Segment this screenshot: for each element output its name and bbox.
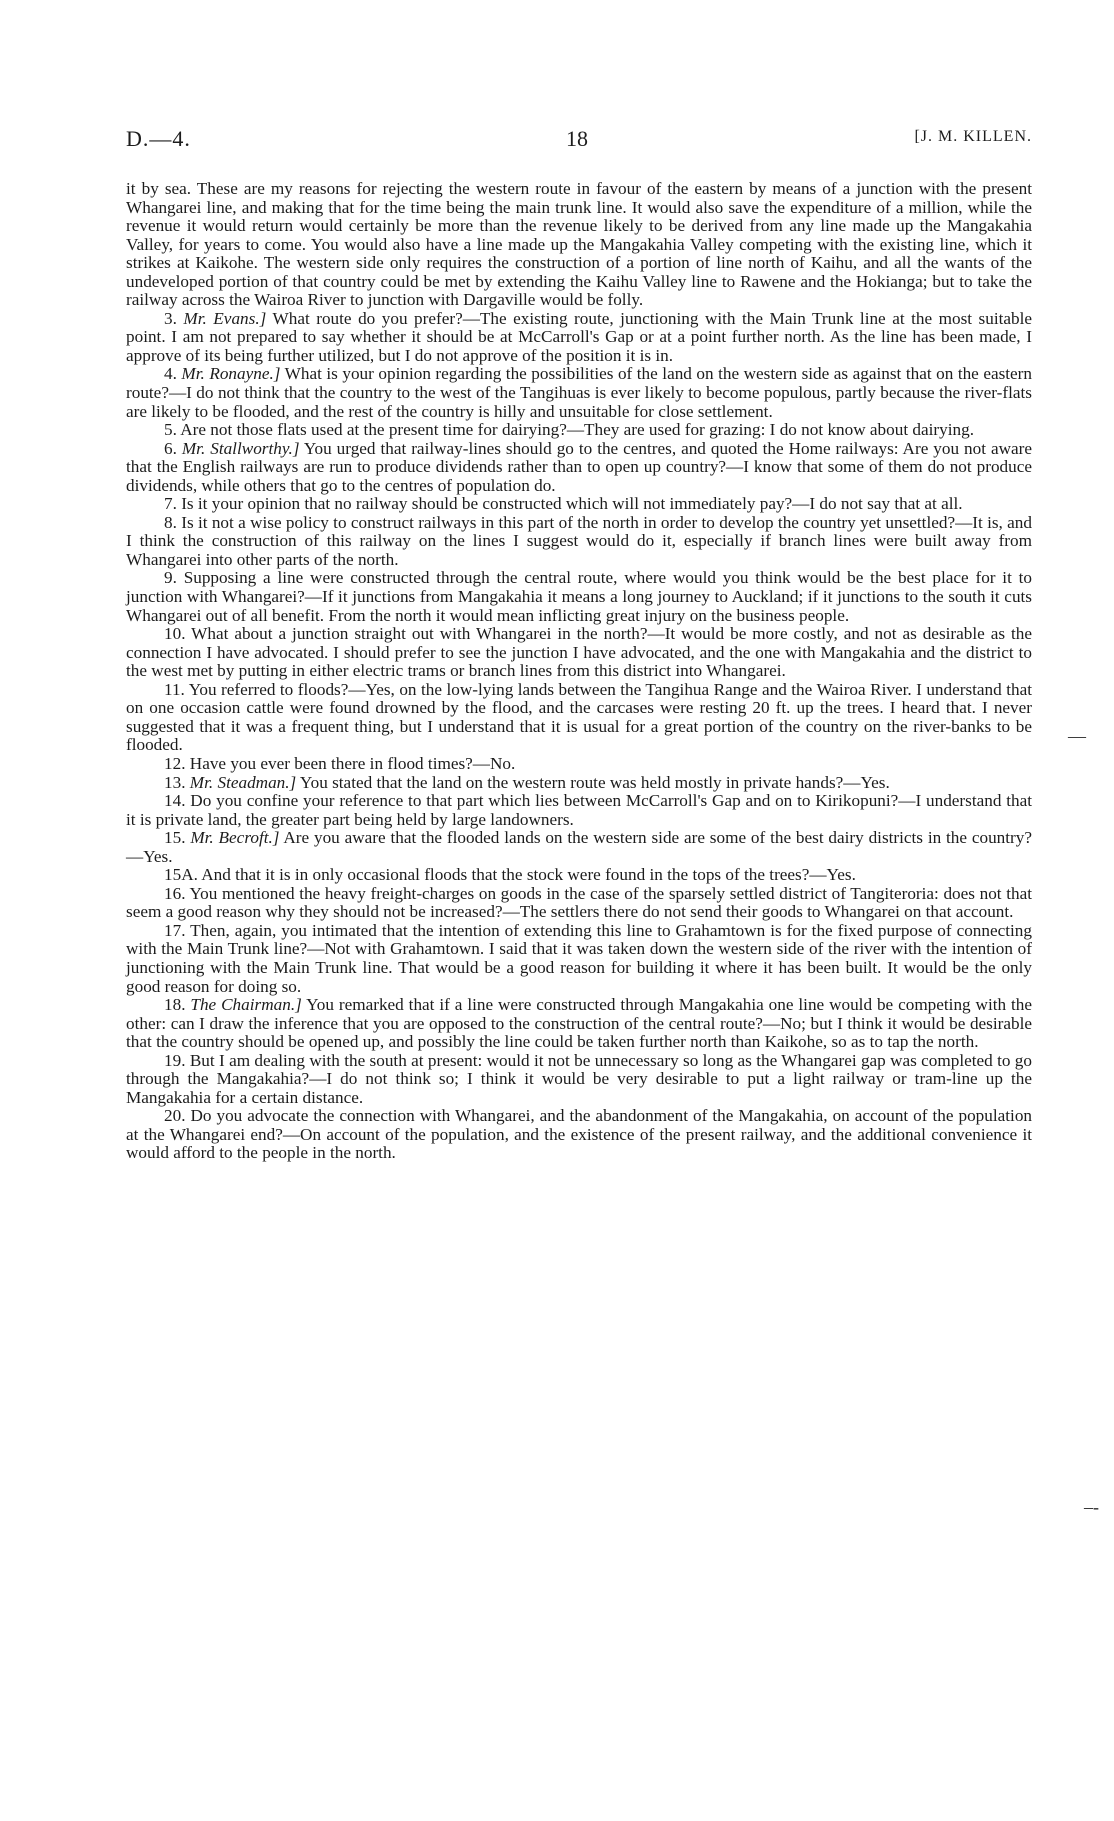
paragraph	[126, 495, 1032, 514]
paragraph	[126, 514, 1032, 570]
paragraph-text: Are not those flats used at the present time for dairying?—They are used for grazing: I do not know about dairying.	[180, 420, 974, 440]
question-number: 7.	[164, 494, 177, 514]
paragraph-text: Are you aware that the flooded lands on the western side are some of the best dairy districts in the country?—Yes.	[126, 828, 1032, 866]
paragraph	[126, 792, 1032, 829]
question-number: 8.	[164, 512, 177, 532]
paragraph	[126, 996, 1032, 1052]
paragraph-text: What route do you prefer?—The existing route, junctioning with the Main Trunk line at the most suitable point. I am not prepared to say whether it should be at McCarroll's Gap or at a point further north. As the line has been made, I approve of its being further utilized, but I do not approve of the position it is in.	[126, 308, 1033, 365]
speaker-name: The Chairman.]	[190, 995, 302, 1015]
paragraph	[126, 625, 1032, 681]
paragraph-text: Is it your opinion that no railway should be constructed which will not immediately pay?—I do not say that at all.	[181, 494, 963, 514]
document-code: D.—4.	[126, 126, 191, 151]
question-number: 19.	[164, 1050, 186, 1070]
paragraph-text: What is your opinion regarding the possibilities of the land on the western side as against that on the eastern route?—I do not think that the country to the west of the Tangihuas is ever likely to become populous, partly because the river-flats are likely to be flooded, and the rest of the country is hilly and unsuitable for close settlement.	[126, 364, 1032, 421]
paragraph	[126, 829, 1032, 866]
paragraph-text: Supposing a line were constructed through the central route, where would you think would be the best place for it to junction with Whangarei?—If it junctions from Mangakahia it means a long journey to Auckland; if it junctions to the south it cuts Whangarei out of all benefit. From the north it would mean inflicting great injury on the business people.	[126, 568, 1033, 625]
paragraph	[126, 310, 1032, 366]
question-number: 14.	[164, 791, 186, 811]
speaker-name: Mr. Becroft.]	[190, 828, 280, 848]
paragraph	[126, 365, 1032, 421]
question-number: 3.	[164, 308, 177, 328]
paragraph	[126, 440, 1032, 496]
paragraph	[126, 755, 1032, 774]
paragraph-text: Is it not a wise policy to construct railways in this part of the north in order to develop the country yet unsettled?—It is, and I think the construction of this railway on the lines I suggest would do it, especially if branch lines were built away from Whangarei into other parts of the north.	[126, 512, 1032, 569]
speaker-name: Mr. Steadman.]	[189, 772, 297, 792]
paragraph-text: What about a junction straight out with Whangarei in the north?—It would be more costly, and not as desirable as the connection I have advocated. I should prefer to see the junction I have advocated, and the one with Mangakahia and the district to the west met by putting in either electric trams or branch lines from this district into Whangarei.	[126, 624, 1032, 681]
question-number: 16.	[164, 883, 186, 903]
paragraph	[126, 180, 1032, 310]
witness-name: [J. M. KILLEN.	[914, 128, 1032, 145]
question-number: 17.	[164, 920, 186, 940]
question-number: 4.	[164, 364, 177, 384]
paragraph	[126, 774, 1032, 793]
paragraph-text: But I am dealing with the south at present: would it not be unnecessary so long as the Whangarei gap was completed to go through the Mangakahia?—I do not think so; I think it would be very desirable to put a light railway or tram-line up the Mangakahia for a certain distance.	[126, 1050, 1032, 1107]
paragraph	[126, 885, 1032, 922]
speaker-name: Mr. Stallworthy.]	[181, 438, 300, 458]
question-number: 11.	[164, 679, 185, 699]
question-number: 5.	[164, 420, 177, 440]
paragraph-text: You remarked that if a line were constructed through Mangakahia one line would be competing with the other: can I draw the inference that you are opposed to the construction of the central route?—No; but I think it would be desirable that the country should be opened up, and possibly the line could be taken further north than Kaikohe, so as to tap the north.	[126, 995, 1033, 1052]
question-number: 13.	[164, 772, 186, 792]
paragraph-text: Do you confine your reference to that part which lies between McCarroll's Gap and on to Kirikopuni?—I understand that it is private land, the greater part being held by large landowners.	[126, 791, 1033, 829]
paragraph-text: And that it is in only occasional floods that the stock were found in the tops of the trees?—Yes.	[201, 865, 856, 885]
question-number: 15.	[164, 828, 186, 848]
speaker-name: Mr. Evans.]	[183, 308, 267, 328]
question-number: 9.	[164, 568, 177, 588]
paragraph-text: Do you advocate the connection with Whangarei, and the abandonment of the Mangakahia, on account of the population at the Whangarei end?—On account of the population, and the existence of the present railway, and the additional convenience it would afford to the people in the north.	[126, 1106, 1033, 1163]
paragraph-text: Have you ever been there in flood times?—No.	[189, 753, 516, 773]
paragraph-text: You urged that railway-lines should go to the centres, and quoted the Home railways: Are you not aware that the English railways are run to produce dividends rather than to open up country?—I know that some of them do not produce dividends, while others that go to the centres of population do.	[126, 438, 1032, 495]
question-number: 20.	[164, 1106, 186, 1126]
paragraph-text: You referred to floods?—Yes, on the low-lying lands between the Tangihua Range and the Wairoa River. I understand that on one occasion cattle were found drowned by the flood, and the carcases were resting 20 ft. up the trees. I heard that. I never suggested that it was a frequent thing, but I understand that it is usual for a great portion of the country on the river-banks to be flooded.	[126, 679, 1032, 755]
question-number: 18.	[164, 995, 186, 1015]
paragraph-text: Then, again, you intimated that the intention of extending this line to Grahamtown is for the fixed purpose of connecting with the Main Trunk line?—Not with Grahamtown. I said that it was taken down the western side of the river with the intention of junctioning with the Main Trunk line. That would be a good reason for building it where it has been built. It would be the only good reason for doing so.	[126, 920, 1032, 996]
page-number: 18	[566, 126, 588, 151]
paragraph	[126, 569, 1032, 625]
paragraph-text: it by sea. These are my reasons for rejecting the western route in favour of the eastern by means of a junction with the present Whangarei line, and making that for the time being the main trunk line. It would also save the expenditure of a million, while the revenue it would return would certainly be more than the revenue likely to be derived from any line made up the Mangakahia Valley, for years to come. You would also have a line made up the Mangakahia Valley competing with the existing line, which it strikes at Kaikohe. The western side only requires the construction of a portion of line north of Kaihu, and all the wants of the undeveloped portion of that country could be met by extending the Kaihu Valley line to Rawene and the Hokianga; but to take the railway across the Wairoa River to junction with Dargaville would be folly.	[126, 179, 1032, 310]
body-text	[126, 180, 1032, 1163]
question-number: 12.	[164, 753, 186, 773]
page-header	[126, 126, 1032, 160]
question-number: 6.	[164, 438, 177, 458]
question-number: 15A.	[164, 865, 198, 885]
paragraph	[126, 681, 1032, 755]
paragraph-text: You stated that the land on the western route was held mostly in private hands?—Yes.	[299, 772, 890, 792]
paragraph-text: You mentioned the heavy freight-charges on goods in the case of the sparsely settled district of Tangiteroria: does not that seem a good reason why they should not be increased?—The settlers there do not send their goods to Whangarei on that account.	[126, 883, 1032, 922]
paragraph	[126, 421, 1032, 440]
paragraph	[126, 1052, 1032, 1108]
margin-mark: –-	[1084, 1497, 1099, 1517]
paragraph	[126, 1107, 1032, 1163]
question-number: 10.	[164, 624, 186, 644]
paragraph	[126, 922, 1032, 996]
speaker-name: Mr. Ronayne.]	[181, 364, 281, 384]
paragraph	[126, 866, 1032, 885]
margin-mark: —	[1068, 726, 1086, 746]
